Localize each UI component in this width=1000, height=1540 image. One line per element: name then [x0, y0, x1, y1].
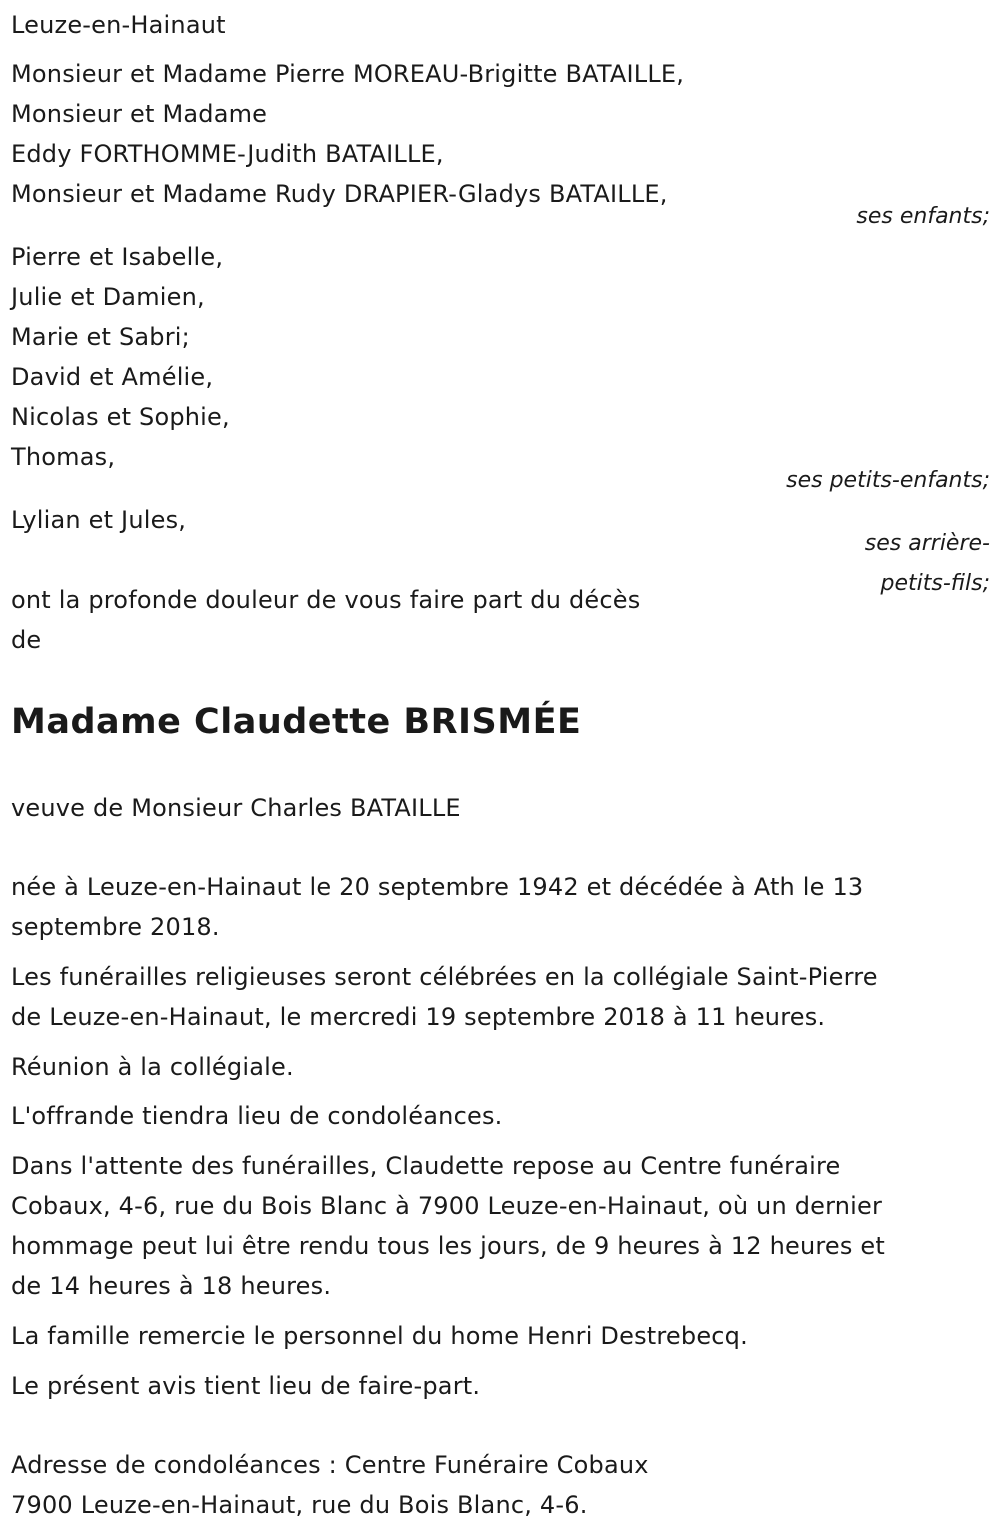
great-grandchildren-relation-2: petits-fils;: [880, 571, 990, 596]
notice-text: Le présent avis tient lieu de faire-part.: [11, 1372, 481, 1400]
thanks-text: La famille remercie le personnel du home Henri Destrebecq.: [11, 1322, 748, 1350]
rest-line-3: hommage peut lui être rendu tous les jours, de 9 heures à 12 heures et: [11, 1232, 885, 1260]
children-line: Eddy FORTHOMME-Judith BATAILLE,: [11, 140, 444, 168]
grandchildren-relation: ses petits-enfants;: [786, 468, 990, 493]
children-relation: ses enfants;: [856, 204, 990, 229]
announcement-line-2: de: [11, 626, 42, 654]
funeral-line-1: Les funérailles religieuses seront célébrées en la collégiale Saint-Pierre: [11, 963, 878, 991]
great-grandchildren-line: Lylian et Jules,: [11, 506, 187, 534]
children-line: Monsieur et Madame Pierre MOREAU-Brigitte BATAILLE,: [11, 60, 685, 88]
birth-death-line-2: septembre 2018.: [11, 913, 220, 941]
announcement-line-1: ont la profonde douleur de vous faire part du décès: [11, 586, 641, 614]
grandchildren-line: Nicolas et Sophie,: [11, 403, 230, 431]
condolences-line-1: Adresse de condoléances : Centre Funéraire Cobaux: [11, 1451, 649, 1479]
birth-death-line-1: née à Leuze-en-Hainaut le 20 septembre 1942 et décédée à Ath le 13: [11, 873, 864, 901]
funeral-line-2: de Leuze-en-Hainaut, le mercredi 19 septembre 2018 à 11 heures.: [11, 1003, 826, 1031]
grandchildren-line: Julie et Damien,: [11, 283, 205, 311]
children-line: Monsieur et Madame: [11, 100, 268, 128]
grandchildren-line: David et Amélie,: [11, 363, 214, 391]
rest-line-1: Dans l'attente des funérailles, Claudette repose au Centre funéraire: [11, 1152, 841, 1180]
grandchildren-line: Pierre et Isabelle,: [11, 243, 224, 271]
grandchildren-line: Thomas,: [11, 443, 116, 471]
condolences-line-2: 7900 Leuze-en-Hainaut, rue du Bois Blanc, 4-6.: [11, 1491, 588, 1519]
great-grandchildren-relation-1: ses arrière-: [864, 531, 990, 556]
offering-text: L'offrande tiendra lieu de condoléances.: [11, 1102, 503, 1130]
rest-line-4: de 14 heures à 18 heures.: [11, 1272, 332, 1300]
grandchildren-line: Marie et Sabri;: [11, 323, 190, 351]
children-line: Monsieur et Madame Rudy DRAPIER-Gladys BATAILLE,: [11, 180, 668, 208]
deceased-name: Madame Claudette BRISMÉE: [11, 702, 582, 742]
rest-line-2: Cobaux, 4-6, rue du Bois Blanc à 7900 Leuze-en-Hainaut, où un dernier: [11, 1192, 883, 1220]
location: Leuze-en-Hainaut: [11, 11, 226, 39]
widow-of: veuve de Monsieur Charles BATAILLE: [11, 794, 461, 822]
meeting-text: Réunion à la collégiale.: [11, 1053, 294, 1081]
